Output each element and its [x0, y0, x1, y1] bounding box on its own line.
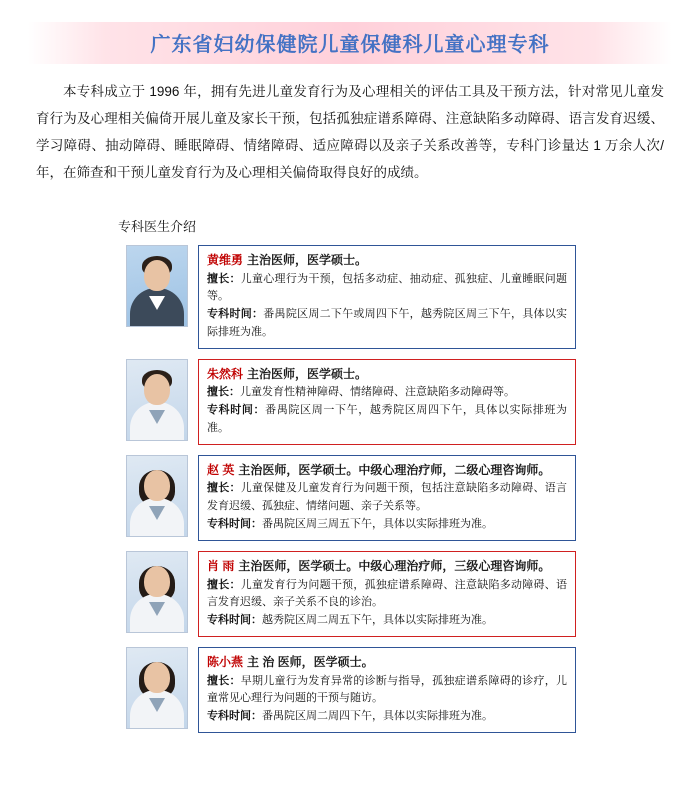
doctor-specialty — [207, 577, 567, 613]
schedule-label: 专科时间： — [207, 710, 262, 723]
schedule-label: 专科时间： — [207, 308, 264, 321]
doctor-entry — [126, 359, 576, 445]
specialty-label: 擅长： — [207, 272, 241, 285]
doctor-name: 黄维勇 — [207, 253, 244, 267]
doctor-entry — [126, 551, 576, 637]
avatar — [126, 647, 188, 729]
avatar — [126, 245, 188, 327]
specialty-text: 儿童发育行为问题干预，孤独症谱系障碍、注意缺陷多动障碍、语言发育迟缓、亲子关系不良的诊治。 — [207, 578, 568, 609]
schedule-label: 专科时间： — [207, 404, 266, 417]
doctor-name-line — [207, 557, 567, 576]
doctor-specialty — [207, 480, 567, 516]
avatar-head — [144, 662, 170, 693]
doctor-schedule — [207, 612, 567, 630]
schedule-text: 番禺院区周一下午，越秀院区周四下午，具体以实际排班为准。 — [207, 404, 568, 435]
doctor-schedule — [207, 306, 567, 342]
avatar-collar — [149, 602, 165, 616]
doctor-list — [0, 245, 700, 733]
avatar-head — [144, 566, 170, 597]
doctor-schedule — [207, 708, 567, 726]
avatar — [126, 551, 188, 633]
schedule-text: 越秀院区周二周五下午，具体以实际排班为准。 — [262, 614, 493, 627]
doctor-name: 肖 雨 — [207, 558, 235, 573]
schedule-label: 专科时间： — [207, 518, 262, 531]
avatar-collar — [149, 296, 165, 310]
specialty-text: 儿童心理行为干预，包括多动症、抽动症、孤独症、儿童睡眠问题等。 — [207, 272, 568, 303]
avatar — [126, 359, 188, 441]
specialty-text: 早期儿童行为发育异常的诊断与指导，孤独症谱系障碍的诊疗，儿童常见心理行为问题的干预与随访。 — [207, 674, 568, 705]
avatar-head — [144, 470, 170, 501]
avatar-collar — [149, 410, 165, 424]
specialty-text: 儿童发育性精神障碍、情绪障碍、注意缺陷多动障碍等。 — [240, 386, 515, 399]
doctor-name-line — [207, 251, 567, 270]
specialty-text: 儿童保健及儿童发育行为问题干预，包括注意缺陷多动障碍、语言发育迟缓、孤独症、情绪问题、亲子关系等。 — [207, 482, 568, 513]
schedule-text: 番禺院区周二周四下午，具体以实际排班为准。 — [262, 710, 493, 723]
specialty-label: 擅长： — [207, 482, 241, 495]
avatar — [126, 455, 188, 537]
schedule-text: 番禺院区周三周五下午，具体以实际排班为准。 — [262, 518, 493, 531]
avatar-head — [144, 374, 170, 405]
schedule-text: 番禺院区周二下午或周四下午，越秀院区周三下午，具体以实际排班为准。 — [207, 308, 568, 339]
doctor-name: 赵 英 — [207, 462, 235, 477]
doctor-title: 主治医师，医学硕士。 — [247, 253, 368, 267]
schedule-label: 专科时间： — [207, 614, 262, 627]
specialty-label: 擅长： — [207, 674, 241, 687]
specialty-label: 擅长： — [207, 386, 240, 399]
doctor-specialty — [207, 673, 567, 709]
doctor-info-box — [198, 647, 576, 733]
doctor-info-box — [198, 245, 576, 349]
doctor-info-box — [198, 359, 576, 445]
doctor-title: 主治医师，医学硕士。 — [247, 366, 368, 381]
doctor-title: 主治医师，医学硕士。中级心理治疗师，二级心理咨询师。 — [238, 462, 551, 477]
specialty-label: 擅长： — [207, 578, 241, 591]
doctor-info-box — [198, 455, 576, 541]
doctor-title: 主 治 医师，医学硕士。 — [247, 654, 374, 669]
doctor-info-box — [198, 551, 576, 637]
doctor-entry — [126, 647, 576, 733]
doctor-name-line — [207, 653, 567, 672]
doctor-schedule — [207, 402, 567, 438]
page-title: 广东省妇幼保健院儿童保健科儿童心理专科 — [150, 32, 550, 56]
doctor-entry — [126, 455, 576, 541]
doctor-name: 朱然科 — [207, 366, 244, 381]
avatar-collar — [149, 506, 165, 520]
document-page — [0, 22, 700, 791]
doctor-name-line — [207, 365, 567, 384]
doctor-entry — [126, 245, 576, 349]
avatar-head — [144, 260, 170, 291]
doctor-name: 陈小燕 — [207, 654, 244, 669]
doctor-specialty — [207, 271, 567, 307]
doctor-schedule — [207, 516, 567, 534]
doctor-specialty — [207, 384, 567, 402]
section-heading: 专科医生介绍 — [118, 219, 197, 234]
doctor-name-line — [207, 461, 567, 480]
page-title-banner — [28, 22, 672, 64]
intro-paragraph: 本专科成立于 1996 年，拥有先进儿童发育行为及心理相关的评估工具及干预方法，针对常见儿童发育行为及心理相关偏倚开展儿童及家长干预，包括孤独症谱系障碍、注意缺陷多动障碍、语言发育迟缓、学习障碍、抽动障碍、睡眠障碍、情绪障碍、适应障碍以及亲子关系改善等，专科门诊量达 1 万余人次/年，在筛查和干预儿童发育行为及心理相关偏倚取得良好的成绩。 — [36, 84, 664, 180]
avatar-collar — [149, 698, 165, 712]
doctor-title: 主治医师，医学硕士。中级心理治疗师，三级心理咨询师。 — [238, 558, 551, 573]
